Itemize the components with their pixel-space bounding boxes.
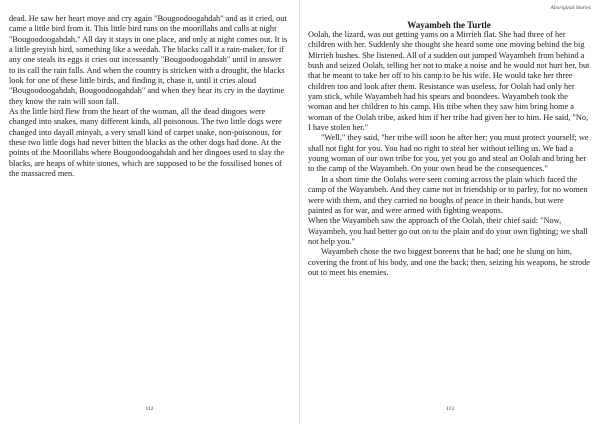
story-title: Wayambeh the Turtle [407,20,491,30]
paragraph: Oolah, the lizard, was out getting yams on a Mirrieh flat. She had three of her children with her. Suddenly she thought she heard some one moving behind the big Mirrieh bushes. She listened. All of a sudden out jumped Wayambeh from behind a bush and seized Oolah, telling her not to make a noise and he would not hurt her, but that he meant to take her off to his camp to be his wife. He would take her three children too and look after them. Resistance was useless, for Oolah had only her yam stick, while Wayambeh had his spears and boondees. Wayambeh took the woman and her children to his camp. His tribe when they saw him bring home a woman of the Oolah tribe, asked him if her tribe had given her to him. He said, "No, I have stolen her." [308,30,590,133]
right-page-body [308,20,590,278]
running-head: Aboriginal Stories [550,5,591,11]
paragraph: "Well," they said, "her tribe will soon be after her; you must protect yourself; we shall not fight for you. You had no right to steal her without telling us. We had a young woman of our own tribe for you, yet you go and steal an Oolah and bring her to the camp of the Wayambeh. On your own head be the consequences." [308,133,589,174]
left-page-body [9,14,290,180]
paragraph: dead. He saw her heart move and cry again "Bougoodoogahdah" and as it cried, out came a little bird from it. This little bird runs on the moorillahs and calls at night "Bougoodoogahdah." All day it stays in one place, and only at night comes out. It is a little greyish bird, something like a weedah. The blacks call it a rain-maker, for if any one steals its eggs it cries out incessantly "Bougoodoogahdah" until in answer to its call the rain falls. And when the country is stricken with a drought, the blacks look for one of these little birds, and finding it, chase it, until it cries aloud "Bougoodoogahdah, Bougoodoogahdah" and when they hear its cry in the daytime they know the rain will soon fall. [9,14,288,106]
paragraph: In a short time the Oolahs were seen coming across the plain which faced the camp of the Wayambeh. And they came not in friendship or to parley, for no women were with them, and they carried no boughs of peace in their hands, but were painted as for war, and were armed with fighting weapons. [308,174,588,215]
paragraph: As the little bird flew from the heart of the woman, all the dead dingoes were changed into snakes, many different kinds, all poisonous. The two little dogs were changed into dayall minyah, a very small kind of carpet snake, non-poisonous, for these two little dogs had never bitten the blacks as the other dogs had done. At the points of the Moorillahs where Bougoodoogahdah and her dingoes used to slay the blacks, are heaps of white stones, which are supposed to be the fossilised bones of the massacred men. [9,107,285,179]
right-page [300,0,600,424]
page-number-right: 113 [445,406,455,412]
paragraph: Wayambeh chose the two biggest boreens that he had; one he slung on him, covering the front of his body, and one the back; then, seizing his weapons, he strode out to meet his enemies. [308,247,590,277]
page-number-left: 112 [145,406,154,412]
paragraph: When the Wayambeh saw the approach of the Oolah, their chief said: "Now, Wayambeh, you had better go out on to the plain and do your own fighting; we shall not help you." [308,216,588,246]
